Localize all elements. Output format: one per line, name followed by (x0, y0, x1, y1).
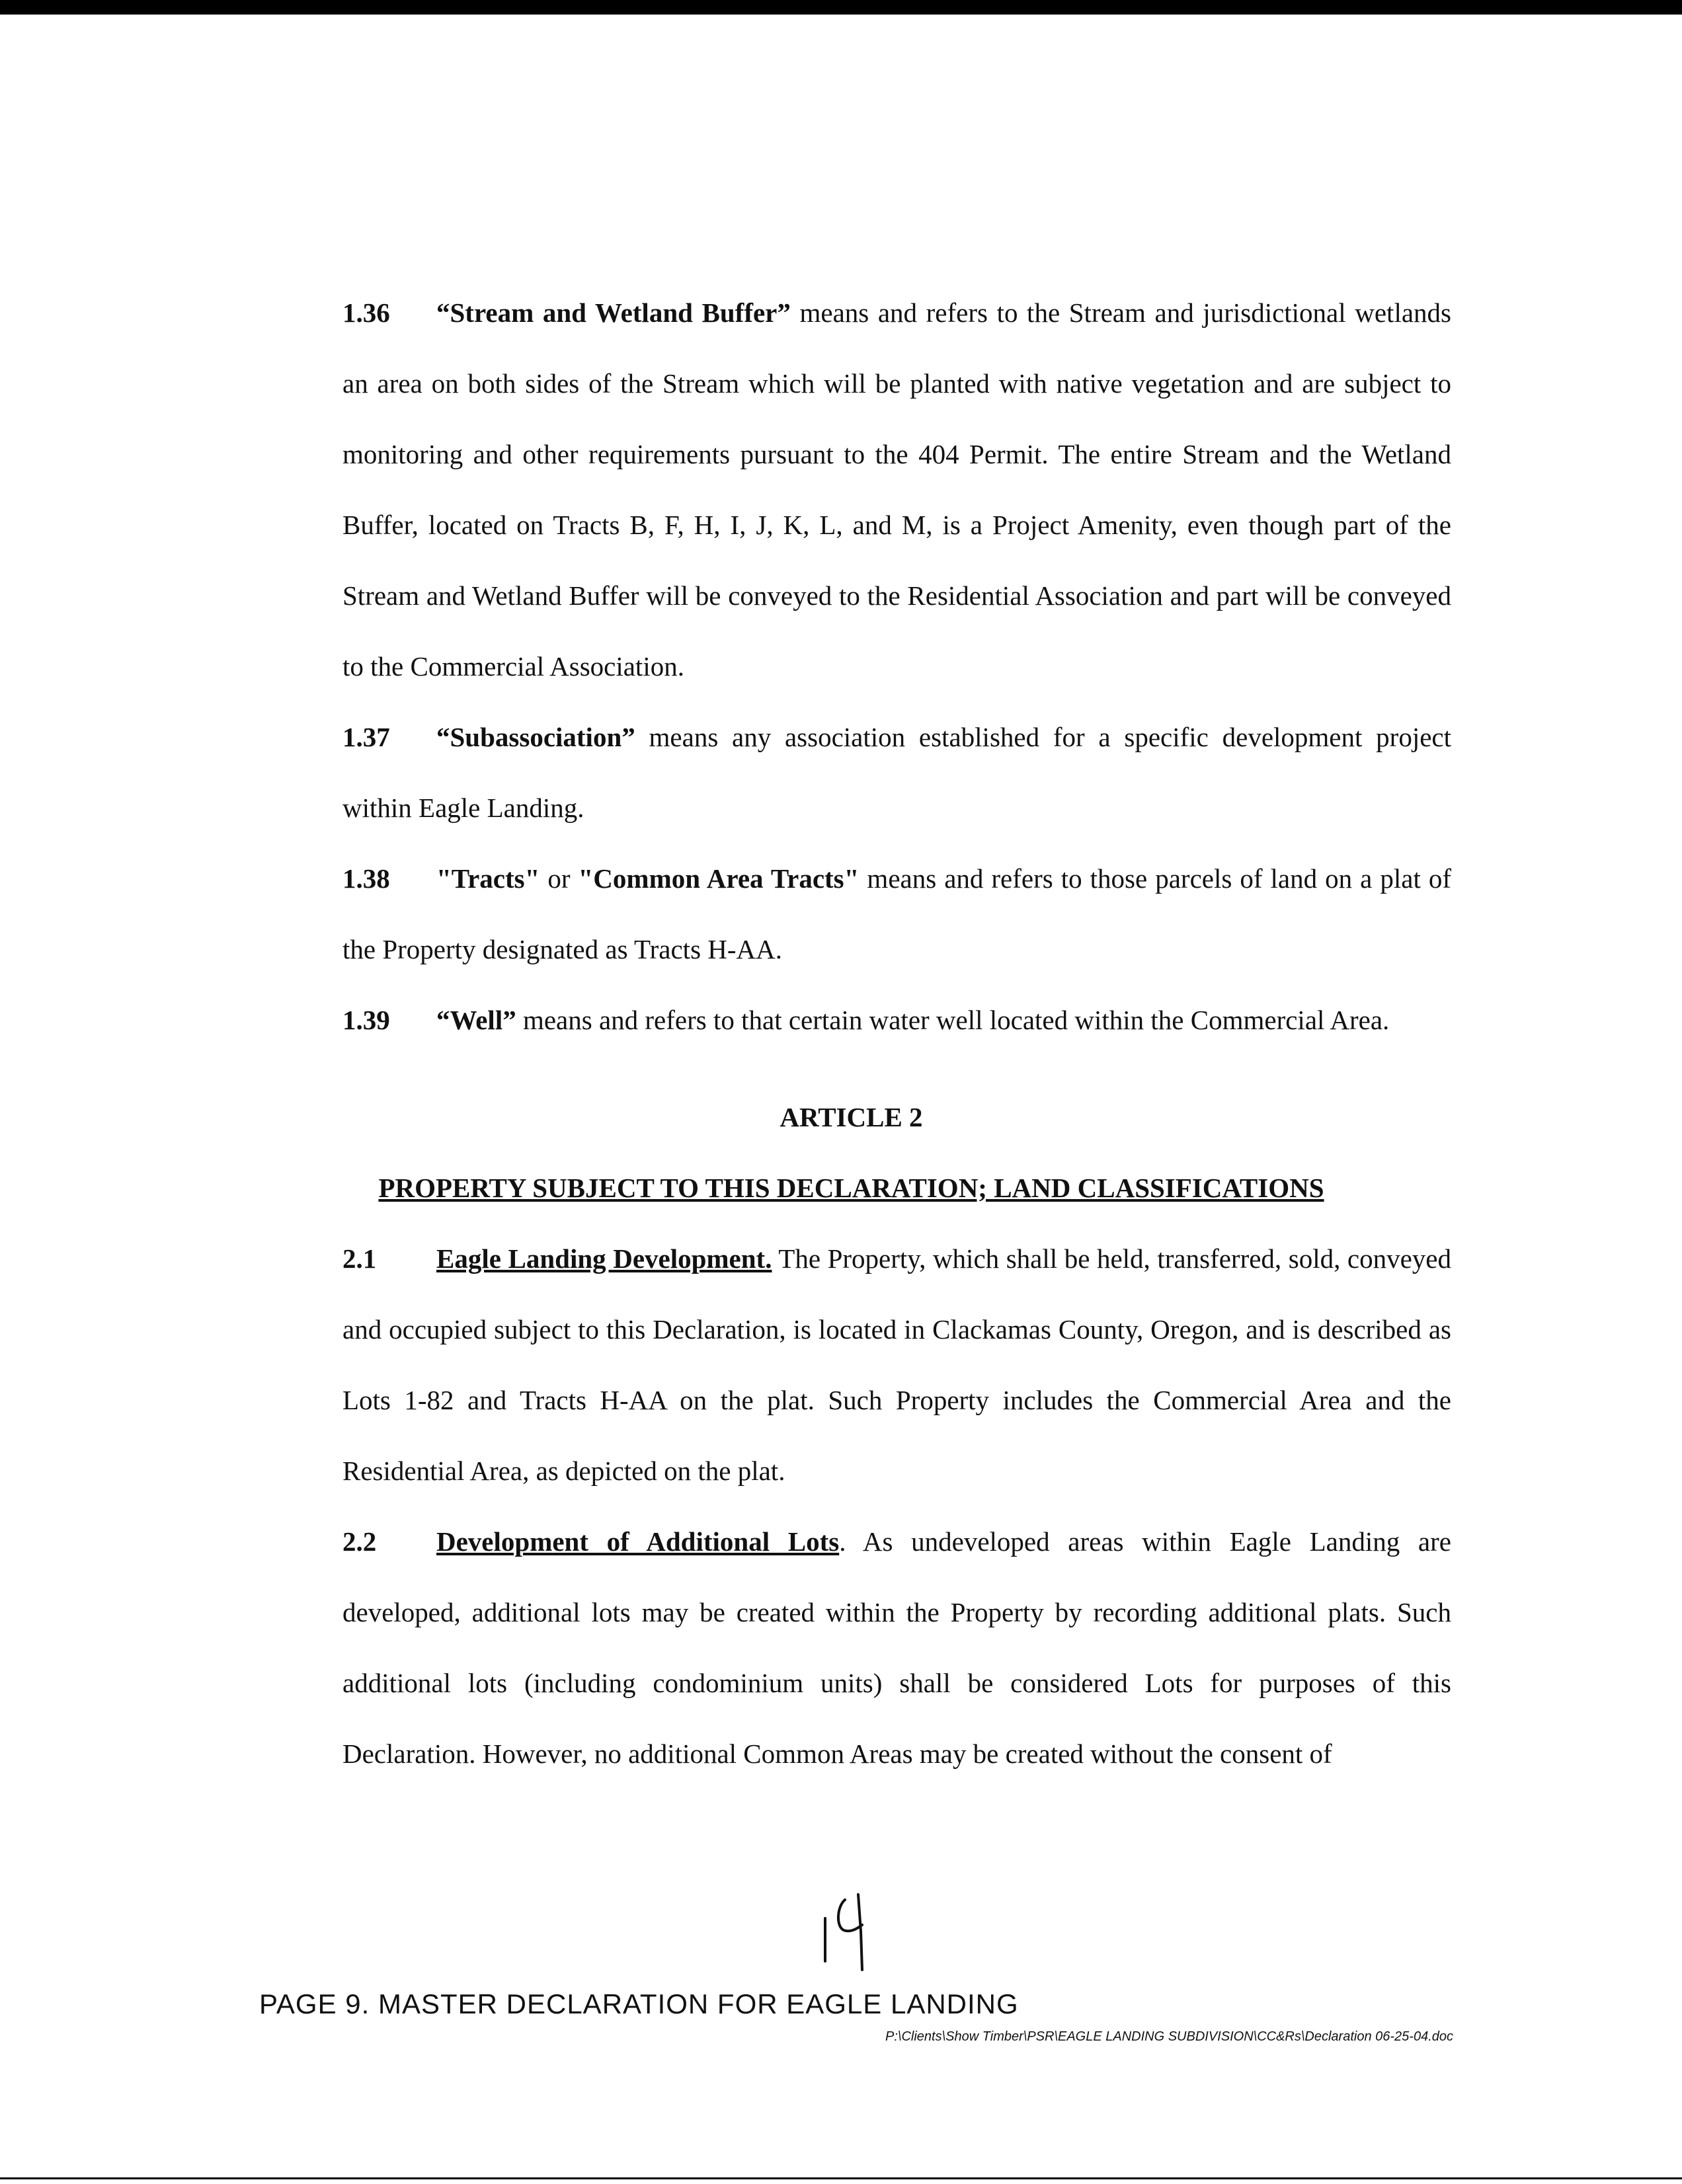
article-title: ARTICLE 2 (780, 1102, 923, 1132)
section-number: 2.2 (342, 1526, 377, 1557)
definition-text: means and refers to that certain water well located within the Commercial Area. (516, 1005, 1390, 1035)
defined-term: "Tracts" (436, 863, 540, 894)
article-subtitle: PROPERTY SUBJECT TO THIS DECLARATION; LAND CLASSIFICATIONS (378, 1173, 1324, 1203)
section-2-1 (251, 1224, 1451, 1506)
footer-file-path: P:\Clients\Show Timber\PSR\EAGLE LANDING SUBDIVISION\CC&Rs\Declaration 06-25-04.doc (885, 2029, 1453, 2044)
definition-text: means and refers to those parcels of land on a plat of the Property designated as Tracts H-AA. (342, 863, 1452, 964)
definition-1-39 (251, 985, 1451, 1056)
defined-term: “Well” (436, 1005, 516, 1035)
section-heading: Development of Additional Lots (436, 1526, 840, 1557)
section-heading: Eagle Landing Development. (436, 1243, 772, 1274)
section-number: 1.37 (342, 722, 390, 752)
handwritten-page-number (819, 1892, 871, 1978)
section-number: 2.1 (342, 1243, 377, 1274)
definition-1-36 (251, 278, 1451, 702)
term-connector: or (540, 863, 579, 894)
definition-1-38 (251, 843, 1451, 985)
scan-top-border (0, 0, 1682, 15)
section-number: 1.38 (342, 863, 390, 894)
definition-text: means and refers to the Stream and jurisdictional wetlands an area on both sides of the Stream which will be planted with native vegetation and are subject to monitoring and other requirements pursuant to the 404 Permit. The entire Stream and the Wetland Buffer, located on Tracts B, F, H, I, J, K, L, and M, is a Project Amenity, even though part of the Stream and Wetland Buffer will be conveyed to the Residential Association and part will be conveyed to the Commercial Association. (342, 297, 1451, 682)
section-2-2 (251, 1506, 1451, 1789)
defined-term: "Common Area Tracts" (578, 863, 860, 894)
definition-1-37 (251, 702, 1451, 843)
document-body (251, 278, 1451, 1789)
section-number: 1.39 (342, 1005, 390, 1035)
defined-term: “Stream and Wetland Buffer” (436, 297, 791, 328)
section-text: The Property, which shall be held, transferred, sold, conveyed and occupied subject to this Declaration, is located in Clackamas County, Oregon, and is described as Lots 1-82 and Tracts H-AA on the plat. Such Property includes the Commercial Area and the Residential Area, as depicted on the plat. (342, 1243, 1451, 1486)
footer-title: PAGE 9. MASTER DECLARATION FOR EAGLE LANDING (259, 1988, 1019, 2019)
defined-term: “Subassociation” (436, 722, 635, 752)
section-number: 1.36 (342, 297, 390, 328)
definition-text: means any association established for a specific development project within Eagle Landing. (342, 722, 1451, 823)
scan-bottom-border (0, 2177, 1682, 2179)
section-text: . As undeveloped areas within Eagle Landing are developed, additional lots may be created within the Property by recording additional plats. Such additional lots (including condominium units) shall be considered Lots for purposes of this Declaration. However, no additional Common Areas may be created without the consent of (342, 1526, 1451, 1769)
section-gap (251, 1056, 1451, 1082)
